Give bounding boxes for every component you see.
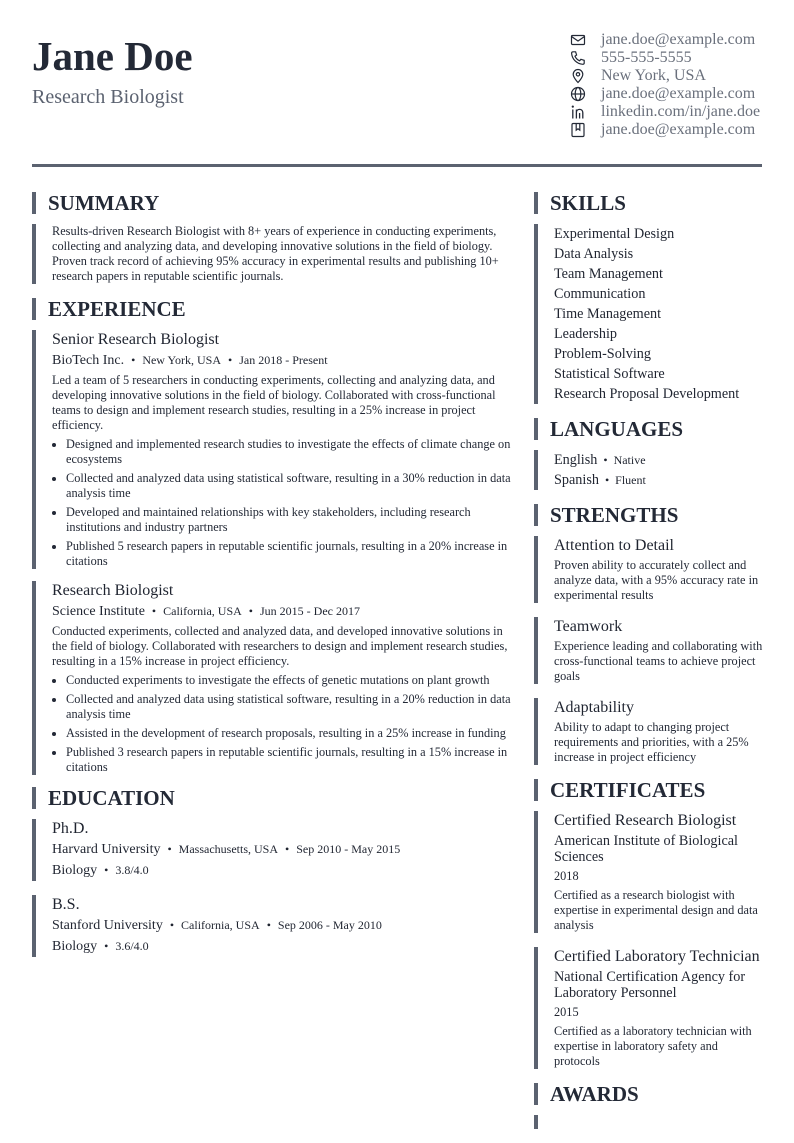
experience-entry — [32, 581, 512, 775]
school-location: California, USA — [181, 918, 260, 932]
list-item: • Collected and analyzed data using statistical software, resulting in a 30% reduction in data analysis time — [66, 471, 512, 501]
company-name: BioTech Inc. — [52, 353, 125, 368]
strength-title: Attention to Detail — [554, 537, 674, 554]
job-title: Research Biologist — [52, 582, 174, 599]
job-location: New York, USA — [142, 353, 221, 367]
list-item: • Conducted experiments to investigate the effects of genetic mutations on plant growth — [66, 673, 512, 688]
strength-description: Proven ability to accurately collect and analyze data, with a 95% accuracy rate in experimental results — [554, 558, 759, 602]
language-item: English • Native — [554, 452, 646, 468]
strength-entry — [534, 617, 766, 684]
job-achievements — [52, 437, 512, 569]
contact-portfolio[interactable]: jane.doe@example.com — [570, 121, 762, 139]
bookmark-icon — [570, 122, 586, 138]
skill-item: Experimental Design — [554, 226, 675, 242]
contact-email[interactable]: jane.doe@example.com — [570, 31, 762, 49]
list-item: • Assisted in the development of research proposals, resulting in a 25% increase in funding — [66, 726, 512, 741]
education-entry — [32, 895, 512, 957]
school-dates: Sep 2010 - May 2015 — [296, 842, 401, 856]
field-of-study: Biology — [52, 863, 98, 878]
phone-icon — [570, 50, 586, 66]
skill-item: Problem-Solving — [554, 346, 651, 362]
contact-phone[interactable]: 555-555-5555 — [570, 49, 762, 67]
certificate-year: 2018 — [554, 869, 579, 883]
list-item: • Published 3 research papers in reputable scientific journals, resulting in a 15% increase in citations — [66, 745, 512, 775]
experience-entry — [32, 330, 512, 569]
skill-item: Leadership — [554, 326, 618, 342]
school-name: Stanford University — [52, 918, 163, 933]
list-item: • Published 5 research papers in reputable scientific journals, resulting in a 20% increase in citations — [66, 539, 512, 569]
skill-item: Team Management — [554, 266, 663, 282]
languages-block — [534, 450, 766, 490]
language-level: Native — [613, 453, 646, 467]
company-name: Science Institute — [52, 604, 145, 619]
candidate-name: Jane Doe — [32, 33, 193, 79]
certificate-description: Certified as a laboratory technician with expertise in laboratory safety and protocols — [554, 1024, 752, 1068]
list-item: • Developed and maintained relationships with key stakeholders, including research institutions and industry partners — [66, 505, 512, 535]
degree: Ph.D. — [52, 820, 89, 837]
strength-description: Ability to adapt to changing project requirements and priorities, with a 25% increase in project efficiency — [554, 720, 749, 764]
header-divider — [32, 164, 762, 167]
language-item: Spanish • Fluent — [554, 472, 646, 488]
skill-item: Data Analysis — [554, 246, 634, 262]
contact-list — [570, 31, 762, 139]
awards-block — [534, 1115, 766, 1129]
right-column — [534, 192, 766, 1143]
summary-block — [32, 224, 512, 284]
degree: B.S. — [52, 896, 80, 913]
contact-website[interactable]: jane.doe@example.com — [570, 85, 762, 103]
school-meta: Harvard University • Massachusetts, USA • Sep 2010 - May 2015 — [52, 842, 401, 857]
school-dates: Sep 2006 - May 2010 — [277, 918, 382, 932]
strength-description: Experience leading and collaborating with cross-functional teams to achieve project goals — [554, 639, 763, 683]
strength-title: Adaptability — [554, 699, 634, 716]
certificate-issuer: American Institute of Biological Sciences — [554, 833, 738, 865]
experience-heading: EXPERIENCE — [32, 298, 512, 320]
awards-heading: AWARDS — [534, 1083, 766, 1105]
contact-location: New York, USA — [570, 67, 762, 85]
mail-icon — [570, 32, 586, 48]
skill-item: Time Management — [554, 306, 662, 322]
education-entry — [32, 819, 512, 881]
certificate-description: Certified as a research biologist with expertise in experimental design and data analysis — [554, 888, 758, 932]
globe-icon — [570, 86, 586, 102]
linkedin-icon — [570, 104, 586, 120]
list-item: • Collected and analyzed data using statistical software, resulting in a 20% reduction in data analysis time — [66, 692, 512, 722]
school-name: Harvard University — [52, 842, 161, 857]
skill-item: Statistical Software — [554, 366, 665, 382]
language-level: Fluent — [615, 473, 646, 487]
job-description: Led a team of 5 researchers in conducting experiments, collecting and analyzing data, and developing innovative solutions in the field of biology. Collaborated with cross-functional teams to design and implement research studies, resulting in a 25% increase in project efficiency. — [52, 373, 496, 432]
candidate-title: Research Biologist — [32, 86, 184, 108]
certificate-title: Certified Research Biologist — [554, 812, 737, 829]
language-name: Spanish — [554, 472, 599, 488]
language-name: English — [554, 452, 598, 468]
strength-entry — [534, 698, 766, 765]
certificate-entry — [534, 811, 766, 933]
left-column — [32, 192, 512, 971]
summary-heading: SUMMARY — [32, 192, 512, 214]
location-pin-icon — [570, 68, 586, 84]
education-heading: EDUCATION — [32, 787, 512, 809]
certificate-title: Certified Laboratory Technician — [554, 948, 760, 965]
certificate-issuer: National Certification Agency for Laboratory Personnel — [554, 969, 746, 1001]
field-meta: Biology • 3.6/4.0 — [52, 939, 149, 954]
job-title: Senior Research Biologist — [52, 331, 220, 348]
certificates-heading: CERTIFICATES — [534, 779, 766, 801]
job-location: California, USA — [163, 604, 242, 618]
summary-text: Results-driven Research Biologist with 8+ years of experience in conducting experiments, collecting and analyzing data, and developing innovative solutions in the field of biology. Proven track record of achieving 95% accuracy in experimental results and publishing 10+ research papers in reputable scientific journals. — [52, 224, 499, 283]
job-dates: Jun 2015 - Dec 2017 — [259, 604, 360, 618]
job-description: Conducted experiments, collected and analyzed data, and developed innovative solutions in the field of biology. Collaborated with researchers to design and implement research studies, resulting in a 15% increase in project efficiency. — [52, 624, 508, 668]
school-location: Massachusetts, USA — [178, 842, 278, 856]
contact-linkedin[interactable]: linkedin.com/in/jane.doe — [570, 103, 762, 121]
list-item: • Designed and implemented research studies to investigate the effects of climate change on ecosystems — [66, 437, 512, 467]
school-meta: Stanford University • California, USA • Sep 2006 - May 2010 — [52, 918, 382, 933]
job-meta: BioTech Inc. • New York, USA • Jan 2018 - Present — [52, 353, 328, 368]
job-dates: Jan 2018 - Present — [239, 353, 328, 367]
skills-heading: SKILLS — [534, 192, 766, 214]
job-meta: Science Institute • California, USA • Jun 2015 - Dec 2017 — [52, 604, 360, 619]
skill-item: Research Proposal Development — [554, 386, 740, 402]
certificate-year: 2015 — [554, 1005, 579, 1019]
gpa: 3.6/4.0 — [115, 939, 149, 953]
certificate-entry — [534, 947, 766, 1069]
languages-heading: LANGUAGES — [534, 418, 766, 440]
resume-header — [32, 28, 762, 164]
gpa: 3.8/4.0 — [115, 863, 149, 877]
field-of-study: Biology — [52, 939, 98, 954]
strength-title: Teamwork — [554, 618, 623, 635]
strengths-heading: STRENGTHS — [534, 504, 766, 526]
skills-block — [534, 224, 766, 404]
strength-entry — [534, 536, 766, 603]
job-achievements — [52, 673, 512, 775]
skill-item: Communication — [554, 286, 646, 302]
field-meta: Biology • 3.8/4.0 — [52, 863, 149, 878]
